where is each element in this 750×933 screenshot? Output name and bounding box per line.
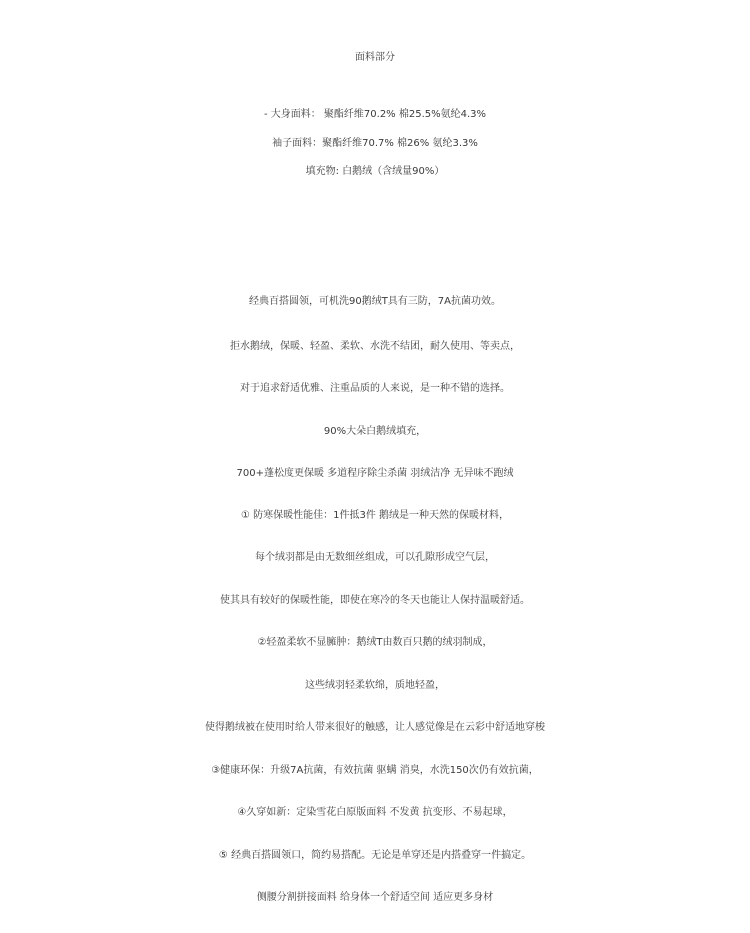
fabric-section-title: 面料部分: [355, 52, 395, 63]
description-line: ②轻盈柔软不显臃肿：鹅绒T由数百只鹅的绒羽制成，: [257, 637, 493, 648]
filling-composition: 填充物: 白鹅绒（含绒量90%）: [305, 166, 445, 177]
description-line: 侧腰分割拼接面料 给身体一个舒适空间 适应更多身材: [256, 892, 494, 903]
description-line: 对于追求舒适优雅、注重品质的人来说，是一种不错的选择。: [240, 383, 510, 394]
body-fabric-composition: - 大身面料： 聚酯纤维70.2% 棉25.5%氨纶4.3%: [263, 109, 487, 120]
description-line: 每个绒羽都是由无数细丝组成，可以孔隙形成空气层，: [255, 552, 495, 563]
sleeve-fabric-composition: 袖子面料：聚酯纤维70.7% 棉26% 氨纶3.3%: [272, 138, 478, 149]
description-line: 90%大朵白鹅绒填充，: [323, 426, 427, 437]
description-line: 使得鹅绒被在使用时给人带来很好的触感，让人感觉像是在云彩中舒适地穿梭: [205, 722, 545, 733]
description-line: 经典百搭圆领，可机洗90鹅绒T具有三防，7A抗菌功效。: [248, 296, 502, 307]
description-line: ① 防寒保暖性能佳：1件抵3件 鹅绒是一种天然的保暖材料，: [240, 510, 510, 521]
description-line: 使其具有较好的保暖性能，即使在寒冷的冬天也能让人保持温暖舒适。: [220, 595, 530, 606]
description-line: 拒水鹅绒，保暖、轻盈、柔软、水洗不结团，耐久使用、等卖点，: [230, 341, 520, 352]
description-line: ④久穿如新：定染雪花白原版面料 不发黄 抗变形、不易起球，: [237, 807, 513, 818]
description-line: ⑤ 经典百搭圆领口，简约易搭配。无论是单穿还是内搭叠穿一件搞定。: [218, 850, 532, 861]
description-line: 这些绒羽轻柔软绵，质地轻盈，: [305, 680, 445, 691]
description-line: ③健康环保：升级7A抗菌，有效抗菌 驱螨 消臭，水洗150次仍有效抗菌，: [211, 765, 539, 776]
description-line: 700+蓬松度更保暖 多道程序除尘杀菌 羽绒洁净 无异味不跑绒: [236, 468, 514, 479]
